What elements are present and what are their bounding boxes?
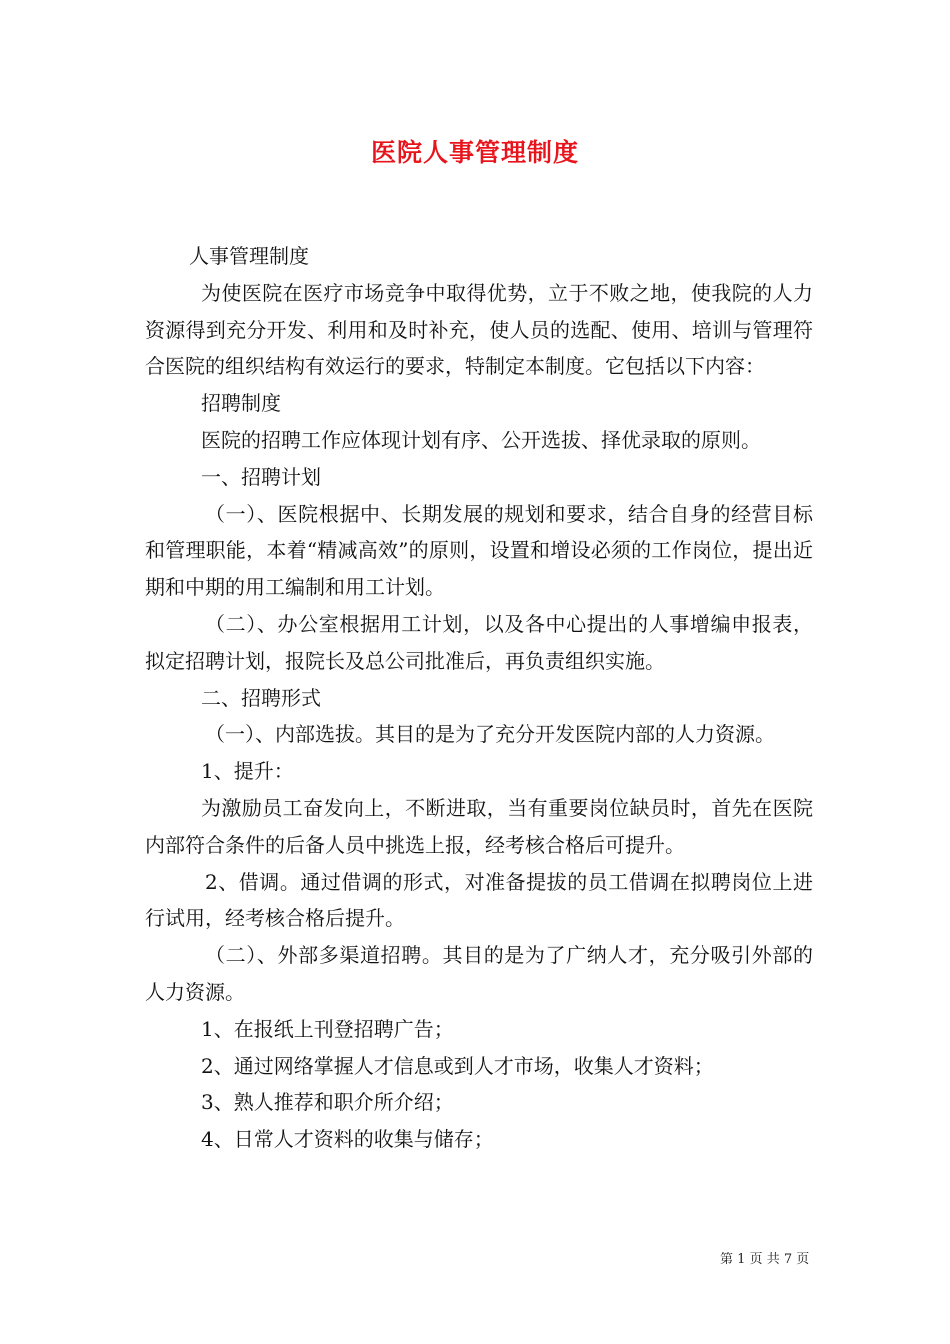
footer-current-page: 1 <box>737 1252 746 1267</box>
promotion-paragraph: 为激励员工奋发向上，不断进取，当有重要岗位缺员时，首先在医院内部符合条件的后备人员中挑选上报，经考核合格后可提升。 <box>145 795 813 857</box>
section-heading-personnel: 人事管理制度 <box>189 244 309 268</box>
page-footer <box>720 1248 809 1267</box>
form-item-external: （二）、外部多渠道招聘。其目的是为了广纳人才，充分吸引外部的人力资源。 <box>145 943 813 1004</box>
footer-suffix: 页 <box>796 1252 810 1267</box>
footer-middle: 页 共 <box>749 1252 780 1267</box>
external-channel-3: 3、熟人推荐和职介所介绍； <box>201 1090 454 1115</box>
recruitment-principle: 医院的招聘工作应体现计划有序、公开选拔、择优录取的原则。 <box>201 427 761 452</box>
document-body <box>145 238 813 1158</box>
footer-prefix: 第 <box>720 1252 734 1267</box>
external-channel-2: 2、通过网络掌握人才信息或到人才市场，收集人才资料； <box>201 1053 714 1078</box>
heading-recruitment-form: 二、招聘形式 <box>201 685 321 710</box>
sub-heading-promotion: 1、提升： <box>201 759 294 784</box>
external-channel-4: 4、日常人才资料的收集与储存； <box>201 1127 494 1152</box>
section-heading-recruitment: 招聘制度 <box>201 391 281 416</box>
form-item-internal: （一）、内部选拔。其目的是为了充分开发医院内部的人力资源。 <box>205 722 775 747</box>
plan-item-1: （一）、医院根据中、长期发展的规划和要求，结合自身的经营目标和管理职能，本着“精减高效”的原则，设置和增设必须的工作岗位，提出近期和中期的用工编制和用工计划。 <box>145 501 813 600</box>
page-title: 医院人事管理制度 <box>370 138 579 167</box>
plan-item-2: （二）、办公室根据用工计划，以及各中心提出的人事增编申报表，拟定招聘计划，报院长及总公司批准后，再负责组织实施。 <box>145 611 813 673</box>
secondment-paragraph: 2、借调。通过借调的形式，对准备提拔的员工借调在拟聘岗位上进行试用，经考核合格后提升。 <box>145 869 813 931</box>
external-channel-1: 1、在报纸上刊登招聘广告； <box>201 1016 454 1041</box>
heading-recruitment-plan: 一、招聘计划 <box>201 464 321 489</box>
footer-total-pages: 7 <box>783 1252 793 1267</box>
intro-paragraph: 为使医院在医疗市场竞争中取得优势，立于不败之地，使我院的人力资源得到充分开发、利用和及时补充，使人员的选配、使用、培训与管理符合医院的组织结构有效运行的要求，特制定本制度。它包括以下内容： <box>145 280 813 379</box>
